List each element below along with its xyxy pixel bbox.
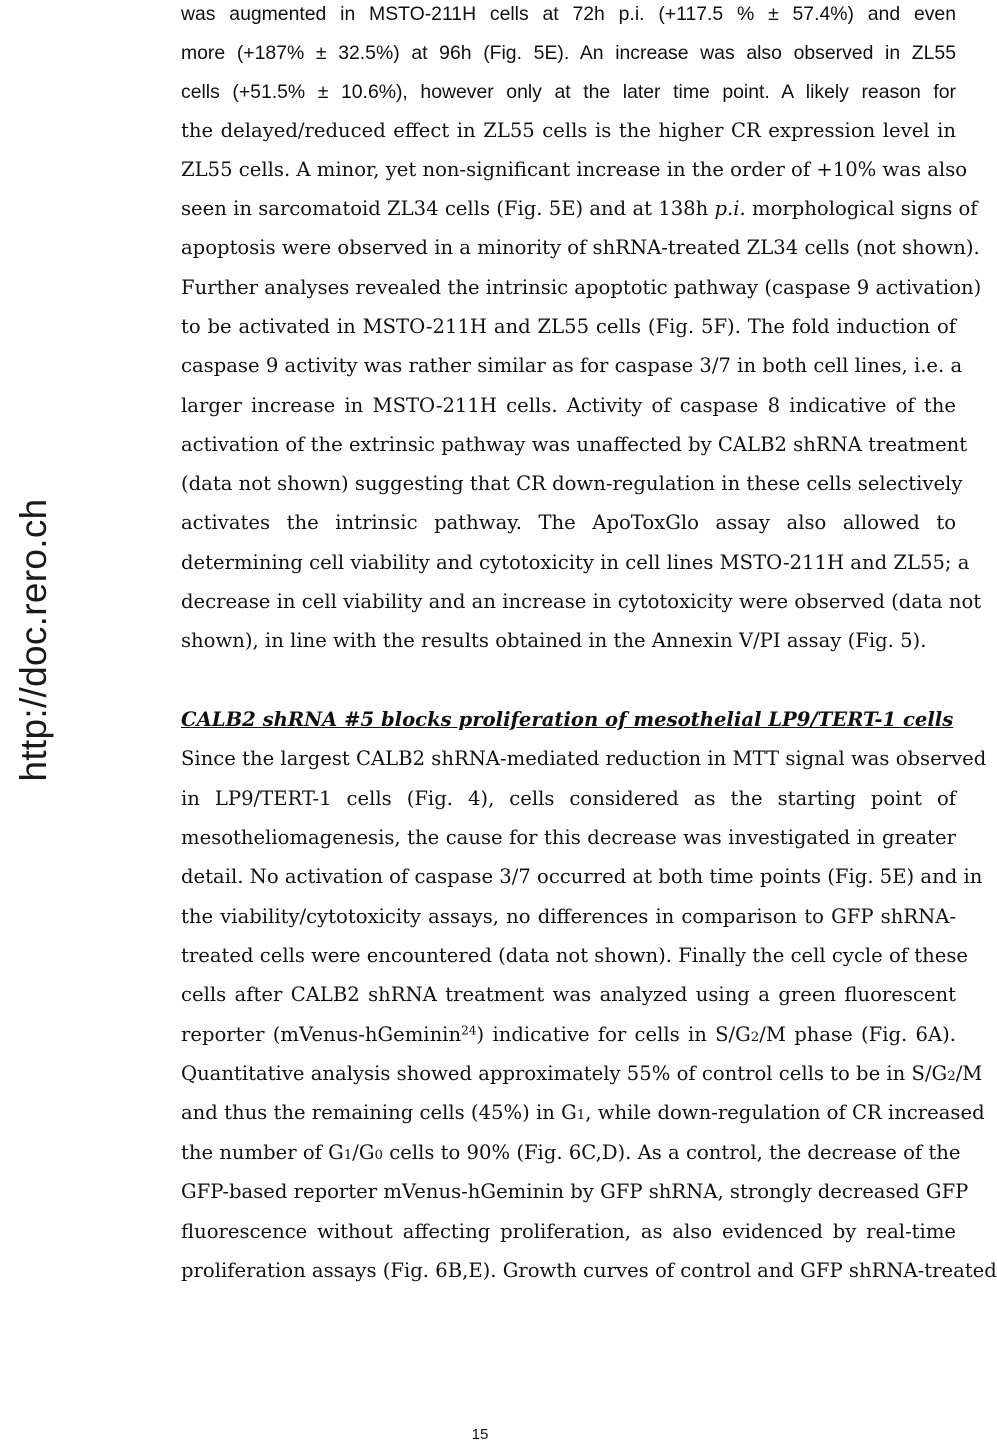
citation-superscript: 24 xyxy=(461,1023,477,1038)
text-line: larger increase in MSTO-211H cells. Activity of caspase 8 indicative of the xyxy=(181,394,956,417)
text-line: determining cell viability and cytotoxicity in cell lines MSTO-211H and ZL55; a xyxy=(181,551,970,574)
text-span: Quantitative analysis showed approximately 55% of control cells to be in S/G xyxy=(181,1062,948,1085)
text-line xyxy=(181,1060,983,1091)
text-span: the number of G xyxy=(181,1141,344,1164)
subscript-text: 1 xyxy=(576,1108,586,1123)
text-line xyxy=(181,1021,956,1052)
text-span: morphological signs of xyxy=(745,197,978,220)
text-span: /G xyxy=(352,1141,375,1164)
text-line: more (+187% ± 32.5%) at 96h (Fig. 5E). An increase was also observed in ZL55 xyxy=(181,42,956,64)
page-number: 15 xyxy=(471,1426,489,1443)
text-span: cells to 90% (Fig. 6C,D). As a control, the decrease of the xyxy=(383,1141,961,1164)
text-line: to be activated in MSTO-211H and ZL55 cells (Fig. 5F). The fold induction of xyxy=(181,315,956,338)
text-line: (data not shown) suggesting that CR down-regulation in these cells selectively xyxy=(181,472,963,495)
text-line: Further analyses revealed the intrinsic apoptotic pathway (caspase 9 activation) xyxy=(181,276,982,299)
italic-text: p.i. xyxy=(714,197,746,220)
text-line: shown), in line with the results obtained in the Annexin V/PI assay (Fig. 5). xyxy=(181,629,927,652)
text-line: was augmented in MSTO-211H cells at 72h p.i. (+117.5 % ± 57.4%) and even xyxy=(181,3,956,25)
text-line: proliferation assays (Fig. 6B,E). Growth curves of control and GFP shRNA-treated xyxy=(181,1259,997,1282)
watermark xyxy=(0,0,62,1444)
text-line: the viability/cytotoxicity assays, no differences in comparison to GFP shRNA- xyxy=(181,905,956,928)
subscript-text: 0 xyxy=(374,1148,384,1163)
section-heading: CALB2 shRNA #5 blocks proliferation of mesothelial LP9/TERT-1 cells xyxy=(181,708,954,731)
text-line: detail. No activation of caspase 3/7 occurred at both time points (Fig. 5E) and in xyxy=(181,865,983,888)
text-line: the delayed/reduced effect in ZL55 cells is the higher CR expression level in xyxy=(181,119,956,142)
text-line: activation of the extrinsic pathway was unaffected by CALB2 shRNA treatment xyxy=(181,433,968,456)
text-span: reporter (mVenus-hGeminin xyxy=(181,1023,462,1046)
subscript-text: 1 xyxy=(343,1148,353,1163)
text-span: ) indicative for cells in S/G xyxy=(476,1023,751,1046)
text-line: activates the intrinsic pathway. The ApoToxGlo assay also allowed to xyxy=(181,511,956,534)
text-line: fluorescence without affecting proliferation, as also evidenced by real-time xyxy=(181,1220,956,1243)
text-line: ZL55 cells. A minor, yet non-significant increase in the order of +10% was also xyxy=(181,158,968,181)
text-line: cells (+51.5% ± 10.6%), however only at the later time point. A likely reason for xyxy=(181,81,956,103)
text-line: cells after CALB2 shRNA treatment was analyzed using a green fluorescent xyxy=(181,983,956,1006)
text-line: in LP9/TERT-1 cells (Fig. 4), cells considered as the starting point of xyxy=(181,787,956,810)
text-line xyxy=(181,1099,985,1130)
text-line: Since the largest CALB2 shRNA-mediated reduction in MTT signal was observed xyxy=(181,747,987,770)
subscript-text: 2 xyxy=(750,1030,760,1045)
text-span: and thus the remaining cells (45%) in G xyxy=(181,1101,577,1124)
text-line xyxy=(181,1139,961,1170)
text-span: /M phase (Fig. 6A). xyxy=(759,1023,956,1046)
text-line: caspase 9 activity was rather similar as for caspase 3/7 in both cell lines, i.e. a xyxy=(181,354,963,377)
text-line xyxy=(181,195,978,223)
text-span: /M xyxy=(955,1062,983,1085)
text-span: seen in sarcomatoid ZL34 cells (Fig. 5E) and at 138h xyxy=(181,197,715,220)
text-line: decrease in cell viability and an increase in cytotoxicity were observed (data not xyxy=(181,590,982,613)
text-line: mesotheliomagenesis, the cause for this decrease was investigated in greater xyxy=(181,826,956,849)
subscript-text: 2 xyxy=(947,1069,956,1084)
text-line: apoptosis were observed in a minority of shRNA-treated ZL34 cells (not shown). xyxy=(181,236,980,259)
text-span: , while down-regulation of CR increased xyxy=(585,1101,985,1124)
text-line: GFP-based reporter mVenus-hGeminin by GFP shRNA, strongly decreased GFP xyxy=(181,1180,969,1203)
watermark-text: http://doc.rero.ch xyxy=(13,498,54,782)
text-line: treated cells were encountered (data not shown). Finally the cell cycle of these xyxy=(181,944,969,967)
